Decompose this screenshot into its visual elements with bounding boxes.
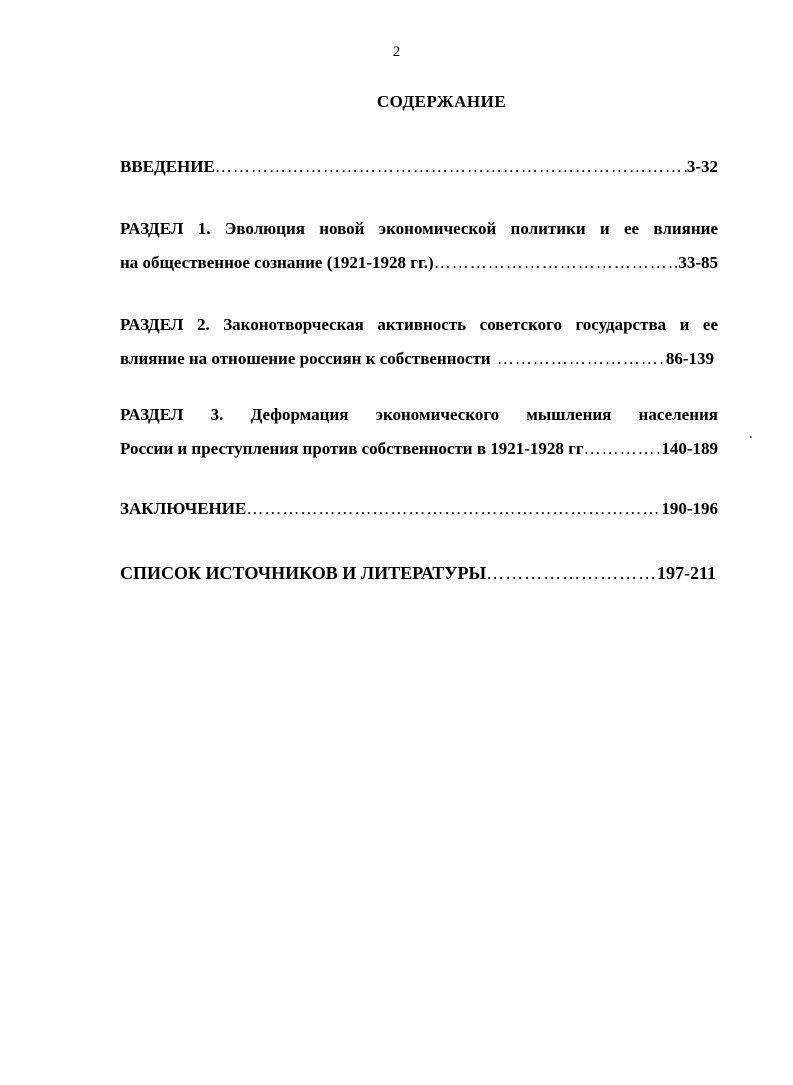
toc-entry-section-3 bbox=[120, 398, 718, 466]
scan-speck bbox=[750, 436, 752, 438]
toc-section-2-line-1: РАЗДЕЛ 2. Законотворческая активность советского государства и ее bbox=[120, 315, 718, 334]
toc-leader-dots bbox=[486, 556, 657, 590]
toc-label-introduction: ВВЕДЕНИЕ bbox=[120, 157, 215, 176]
toc-leader-dots bbox=[584, 432, 662, 466]
toc-label-literature: СПИСОК ИСТОЧНИКОВ И ЛИТЕРАТУРЫ bbox=[120, 563, 487, 583]
toc-section-3-line-1: РАЗДЕЛ 3. Деформация экономического мышления населения bbox=[120, 405, 718, 424]
toc-pages-section-1: 33-85 bbox=[678, 253, 718, 272]
page-title: СОДЕРЖАНИЕ bbox=[376, 92, 507, 111]
toc-leader-dots bbox=[215, 150, 687, 184]
toc-pages-section-2: 86-139 bbox=[665, 349, 714, 368]
toc-entry-section-1 bbox=[120, 212, 718, 280]
toc-pages-literature: 197-211 bbox=[656, 563, 716, 583]
toc-section-1-line-2: на общественное сознание (1921-1928 гг.) bbox=[120, 253, 434, 272]
toc-pages-conclusion: 190-196 bbox=[661, 499, 718, 518]
toc-leader-dots bbox=[434, 246, 679, 280]
toc-section-2-line-2: влияние на отношение россиян к собственности bbox=[120, 349, 491, 368]
toc-section-1-line-1: РАЗДЕЛ 1. Эволюция новой экономической политики и ее влияние bbox=[120, 219, 718, 238]
toc-entry-section-2 bbox=[120, 308, 718, 376]
page-number: 2 bbox=[392, 44, 401, 60]
toc-entry-literature bbox=[120, 556, 716, 590]
toc-section-3-line-2: России и преступления против собственности в 1921-1928 гг bbox=[120, 439, 584, 458]
toc-leader-dots bbox=[246, 492, 661, 526]
toc-pages-section-3: 140-189 bbox=[661, 439, 718, 458]
toc-pages-introduction: 3-32 bbox=[686, 157, 718, 176]
toc-entry-introduction bbox=[120, 150, 718, 184]
toc-label-conclusion: ЗАКЛЮЧЕНИЕ bbox=[120, 499, 247, 518]
toc-leader-dots bbox=[491, 342, 666, 376]
toc-entry-conclusion bbox=[120, 492, 718, 526]
